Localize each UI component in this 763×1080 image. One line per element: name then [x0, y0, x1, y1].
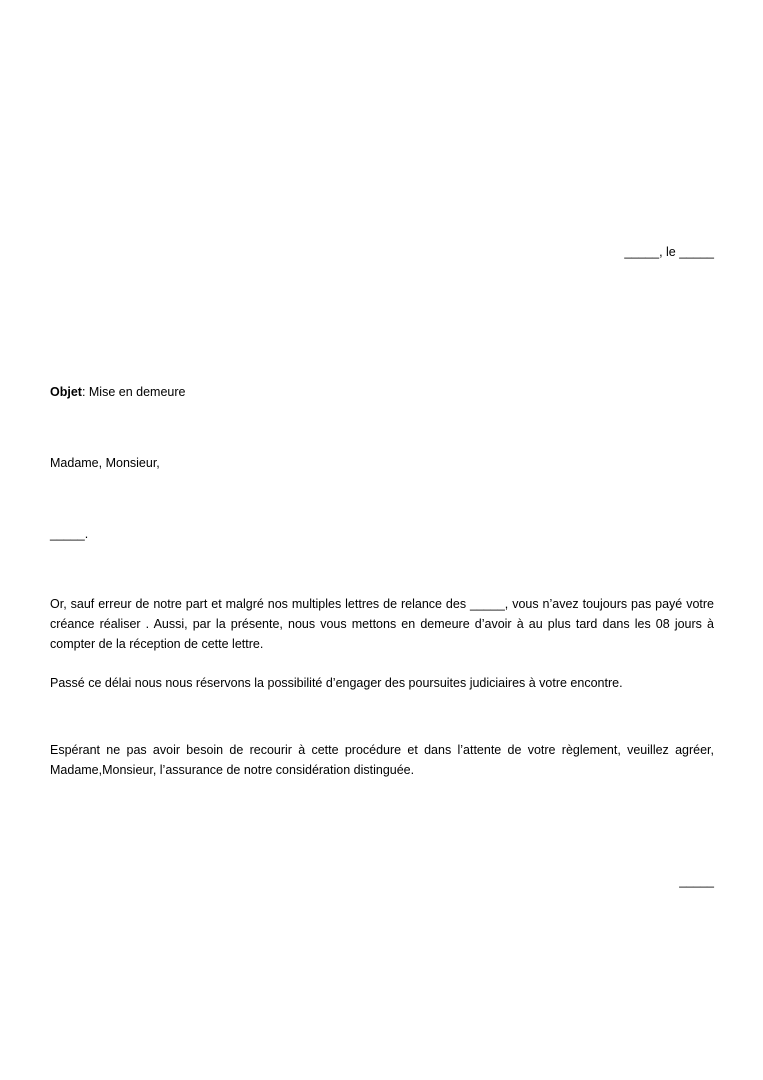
subject-line — [50, 384, 185, 400]
signature-line: _____ — [679, 874, 714, 888]
body-paragraph-2: Passé ce délai nous nous réservons la possibilité d’engager des poursuites judiciaires à votre encontre. — [50, 676, 623, 690]
subject-text: : Mise en demeure — [81, 385, 186, 399]
place-date-line: _____, le _____ — [624, 245, 714, 259]
subject-label: Objet — [50, 385, 82, 399]
intro-placeholder: _____. — [50, 527, 89, 541]
body-paragraph-1: Or, sauf erreur de notre part et malgré nos multiples lettres de relance des _____, vous n’avez toujours pas payé votre créance réaliser . Aussi, par la présente, nous vous mettons en demeure d’avoir à au plus tard dans les 08 jours à compter de la réception de cette lettre. — [50, 597, 714, 651]
closing-paragraph: Espérant ne pas avoir besoin de recourir à cette procédure et dans l’attente de votre règlement, veuillez agréer, Madame,Monsieur, l’assurance de notre considération distinguée. — [50, 743, 714, 777]
salutation: Madame, Monsieur, — [50, 456, 160, 470]
